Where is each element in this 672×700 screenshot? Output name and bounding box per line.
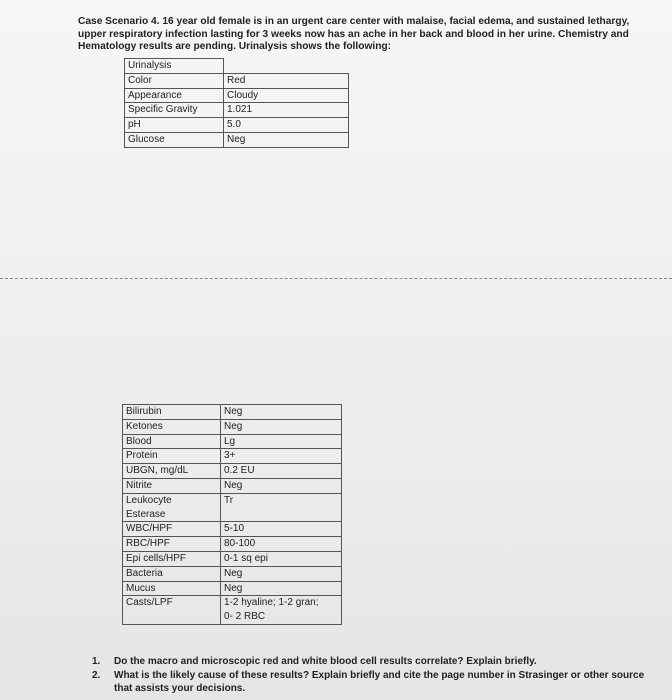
row-label: Protein bbox=[123, 449, 221, 464]
page-break-divider bbox=[0, 278, 672, 279]
row-value: Neg bbox=[221, 478, 342, 493]
row-value: Neg bbox=[221, 581, 342, 596]
question-number: 2. bbox=[92, 669, 101, 681]
row-value: Neg bbox=[224, 132, 349, 147]
table-row bbox=[123, 566, 342, 581]
table-row bbox=[125, 118, 349, 133]
row-value: 0-1 sq epi bbox=[221, 551, 342, 566]
table-row bbox=[123, 537, 342, 552]
row-value: Lg bbox=[221, 434, 342, 449]
case-intro bbox=[78, 16, 638, 54]
row-label: Bacteria bbox=[123, 566, 221, 581]
table-row bbox=[123, 610, 342, 624]
row-label: Appearance bbox=[125, 88, 224, 103]
row-label: Specific Gravity bbox=[125, 103, 224, 118]
row-value: 5-10 bbox=[221, 522, 342, 537]
row-label: Glucose bbox=[125, 132, 224, 147]
row-value bbox=[221, 508, 342, 522]
blank-area bbox=[0, 280, 672, 370]
row-label: WBC/HPF bbox=[123, 522, 221, 537]
table-row bbox=[123, 581, 342, 596]
table-row bbox=[123, 522, 342, 537]
row-value: 1.021 bbox=[224, 103, 349, 118]
row-label: Mucus bbox=[123, 581, 221, 596]
question-item bbox=[92, 669, 652, 696]
table-row bbox=[123, 478, 342, 493]
table-row bbox=[125, 88, 349, 103]
table-row bbox=[125, 73, 349, 88]
row-label: Casts/LPF bbox=[123, 596, 221, 610]
table-row bbox=[125, 103, 349, 118]
table-row bbox=[123, 449, 342, 464]
row-value: 0- 2 RBC bbox=[221, 610, 342, 624]
urinalysis-chem-micro-table bbox=[122, 404, 342, 625]
row-label: UBGN, mg/dL bbox=[123, 464, 221, 479]
urinalysis-header: Urinalysis bbox=[125, 59, 224, 74]
question-text: What is the likely cause of these results? Explain briefly and cite the page number in Strasinger or other source that assists your decisions. bbox=[114, 669, 645, 694]
table-row bbox=[123, 405, 342, 420]
row-value: Neg bbox=[221, 566, 342, 581]
question-text: Do the macro and microscopic red and white blood cell results correlate? Explain briefly. bbox=[114, 656, 537, 667]
question-item bbox=[92, 655, 652, 669]
row-label: Esterase bbox=[123, 508, 221, 522]
row-value: 3+ bbox=[221, 449, 342, 464]
row-label: RBC/HPF bbox=[123, 537, 221, 552]
row-label: Epi cells/HPF bbox=[123, 551, 221, 566]
table-row bbox=[123, 493, 342, 507]
row-value: Tr bbox=[221, 493, 342, 507]
row-label: Bilirubin bbox=[123, 405, 221, 420]
question-number: 1. bbox=[92, 656, 101, 667]
table-row bbox=[123, 419, 342, 434]
question-list bbox=[92, 655, 652, 696]
table-row bbox=[123, 508, 342, 522]
table-row bbox=[123, 434, 342, 449]
row-value: 1-2 hyaline; 1-2 gran; bbox=[221, 596, 342, 610]
table-row bbox=[123, 464, 342, 479]
case-description: 16 year old female is in an urgent care center with malaise, facial edema, and sustained lethargy, upper respiratory infection lasting for 3 weeks now has an ache in her back and blood in her urine. Chemistry and Hematology results are pending. Urinalysis shows the following: bbox=[78, 16, 630, 53]
table-row bbox=[123, 596, 342, 610]
row-value: Neg bbox=[221, 405, 342, 420]
row-value: 0.2 EU bbox=[221, 464, 342, 479]
row-value: 5.0 bbox=[224, 118, 349, 133]
table-header-row bbox=[125, 59, 349, 74]
row-value: Red bbox=[224, 73, 349, 88]
row-label: pH bbox=[125, 118, 224, 133]
row-label: Nitrite bbox=[123, 478, 221, 493]
row-label: Color bbox=[125, 73, 224, 88]
row-label bbox=[123, 610, 221, 624]
row-label: Leukocyte bbox=[123, 493, 221, 507]
row-label: Blood bbox=[123, 434, 221, 449]
table-row bbox=[125, 132, 349, 147]
row-label: Ketones bbox=[123, 419, 221, 434]
table-row bbox=[123, 551, 342, 566]
urinalysis-macro-table bbox=[124, 58, 349, 148]
row-value: Neg bbox=[221, 419, 342, 434]
case-title: Case Scenario 4. bbox=[78, 16, 160, 27]
row-value: 80-100 bbox=[221, 537, 342, 552]
row-value: Cloudy bbox=[224, 88, 349, 103]
